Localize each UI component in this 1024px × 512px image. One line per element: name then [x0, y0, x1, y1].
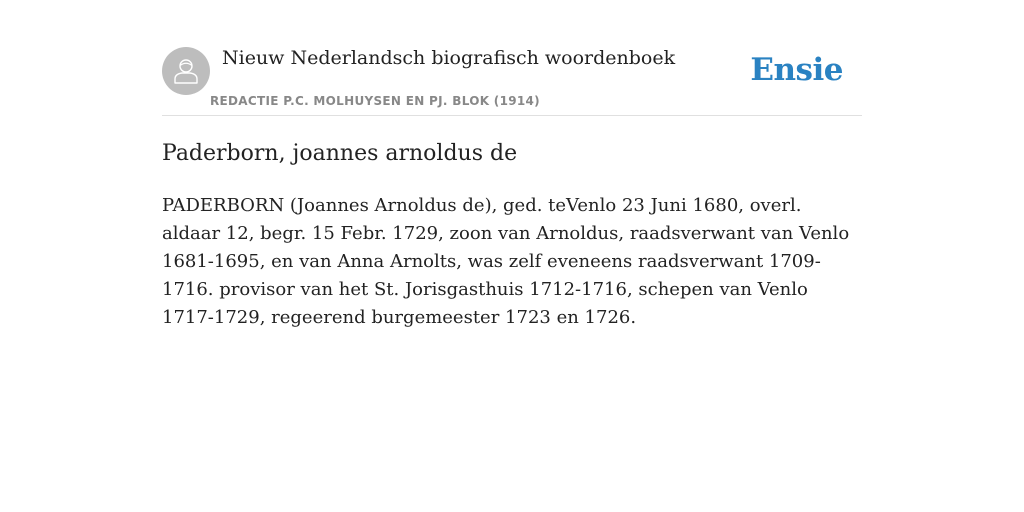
user-icon: [171, 56, 201, 86]
page-container: [162, 0, 862, 512]
source-title[interactable]: Nieuw Nederlandsch biografisch woordenboek: [222, 47, 676, 69]
avatar[interactable]: [162, 47, 210, 95]
entry-title: Paderborn, joannes arnoldus de: [162, 141, 518, 166]
source-subtitle: REDACTIE P.C. MOLHUYSEN EN PJ. BLOK (1914): [210, 94, 540, 108]
ensie-logo[interactable]: Ensie: [750, 52, 843, 88]
source-header: [162, 0, 862, 116]
entry-body: PADERBORN (Joannes Arnoldus de), ged. teVenlo 23 Juni 1680, overl. aldaar 12, begr. 15 Febr. 1729, zoon van Arnoldus, raadsverwant van Venlo 1681-1695, en van Anna Arnolts, was zelf eveneens raadsverwant 1709-1716. provisor van het St. Jorisgasthuis 1712-1716, schepen van Venlo 1717-1729, regeerend burgemeester 1723 en 1726.: [162, 195, 850, 328]
